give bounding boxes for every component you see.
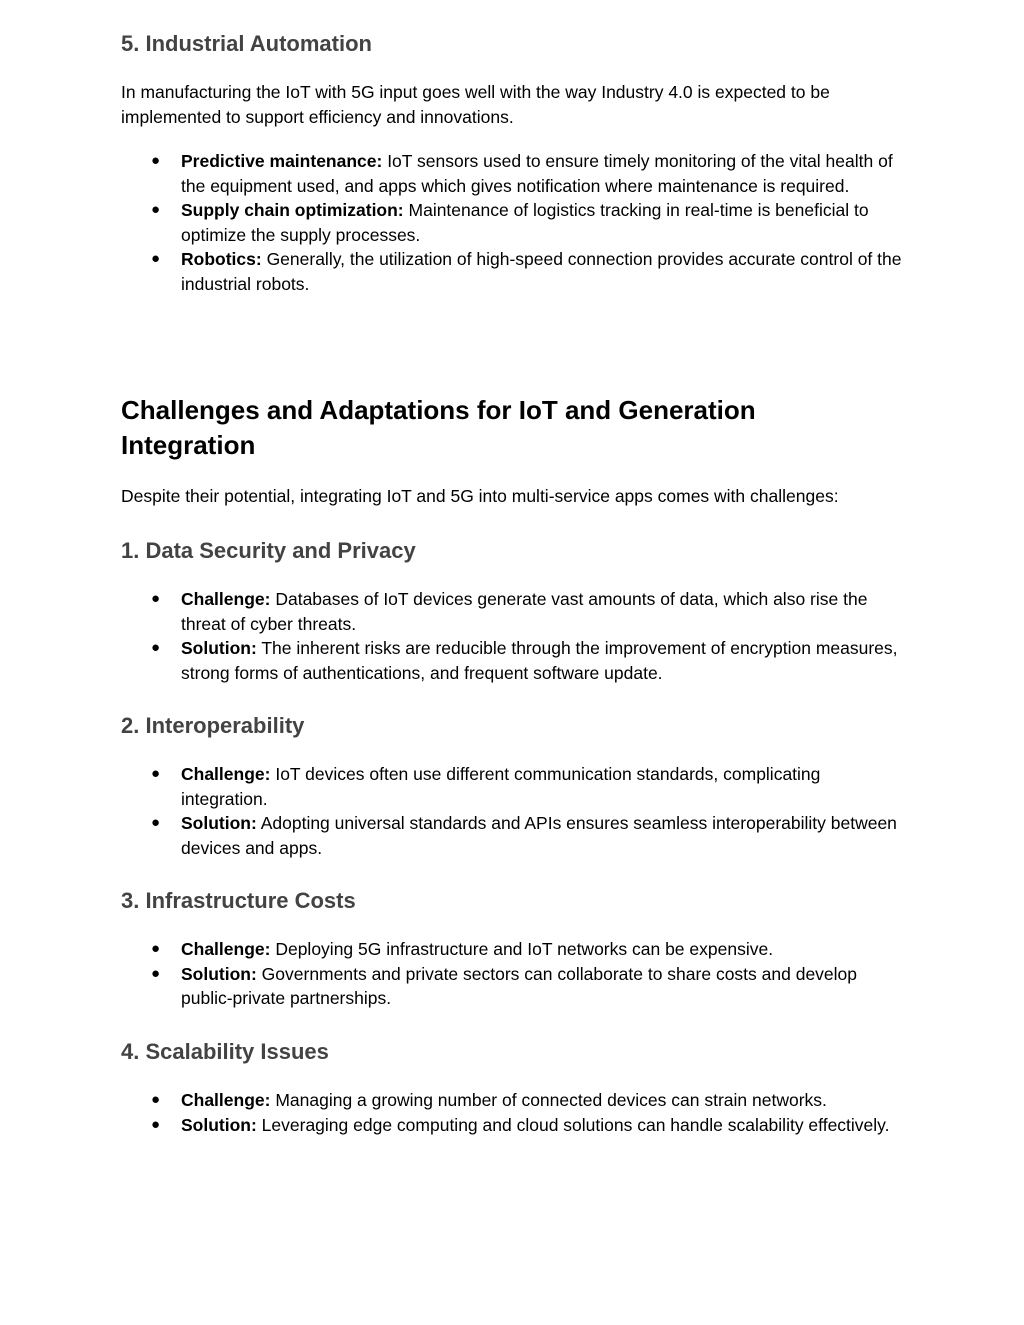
list-item-term: Predictive maintenance: <box>181 151 383 171</box>
list-item-text: Managing a growing number of connected devices can strain networks. <box>270 1090 827 1110</box>
list-item-text: Databases of IoT devices generate vast amounts of data, which also rise the threat of cyber threats. <box>181 589 868 634</box>
section-heading-scalability-issues: 4. Scalability Issues <box>121 1039 329 1064</box>
list-item-term: Solution: <box>181 963 257 984</box>
bullet-icon: ● <box>151 152 161 169</box>
list-item-text: Governments and private sectors can collaborate to share costs and develop public-private partnerships. <box>181 963 858 1008</box>
list-item <box>121 587 911 636</box>
bullet-icon: ● <box>151 765 161 782</box>
bullet-icon: ● <box>151 1115 161 1133</box>
bullet-icon: ● <box>151 201 161 218</box>
list-item <box>121 247 911 296</box>
list-item-term: Solution: <box>181 638 257 658</box>
list-item <box>121 762 911 811</box>
list-item-term: Robotics: <box>181 249 262 269</box>
list-item-term: Solution: <box>181 1114 257 1135</box>
list-item-text: Leveraging edge computing and cloud solutions can handle scalability effectively. <box>256 1114 890 1135</box>
list-item-text: IoT sensors used to ensure timely monitoring of the vital health of the equipment used, and apps which gives notification where maintenance is required. <box>181 151 893 196</box>
list-item <box>121 937 911 962</box>
security-bullet-list <box>121 587 911 685</box>
list-item <box>121 811 911 860</box>
industrial-bullet-list <box>121 149 911 296</box>
list-item-term: Challenge: <box>181 939 271 959</box>
list-item-term: Solution: <box>181 813 257 833</box>
section-heading-infrastructure-costs: 3. Infrastructure Costs <box>121 888 356 913</box>
list-item-text: The inherent risks are reducible through the improvement of encryption measures, strong forms of authentications, and frequent software update. <box>181 638 898 683</box>
list-item <box>121 1113 911 1138</box>
list-item-text: Adopting universal standards and APIs ensures seamless interoperability between devices and apps. <box>181 813 897 858</box>
list-item-term: Challenge: <box>181 589 271 609</box>
bullet-icon: ● <box>151 1091 161 1108</box>
page-title-challenges: Challenges and Adaptations for IoT and Generation Integration <box>121 395 756 460</box>
challenges-intro-paragraph: Despite their potential, integrating IoT and 5G into multi-service apps comes with challenges: <box>121 486 839 506</box>
list-item-text: IoT devices often use different communication standards, complicating integration. <box>181 764 821 809</box>
list-item-text: Generally, the utilization of high-speed connection provides accurate control of the industrial robots. <box>181 249 902 294</box>
infra-bullet-list <box>121 937 911 1011</box>
bullet-icon: ● <box>151 639 161 656</box>
list-item-term: Supply chain optimization: <box>181 200 404 220</box>
list-item <box>121 198 911 247</box>
scalability-bullet-list <box>121 1088 911 1137</box>
section-heading-interoperability: 2. Interoperability <box>121 713 305 738</box>
bullet-icon: ● <box>151 964 161 982</box>
list-item-term: Challenge: <box>181 764 271 784</box>
bullet-icon: ● <box>151 940 161 957</box>
list-item <box>121 962 911 1011</box>
section-heading-data-security: 1. Data Security and Privacy <box>121 538 416 563</box>
list-item <box>121 149 911 198</box>
list-item-text: Maintenance of logistics tracking in real-time is beneficial to optimize the supply processes. <box>181 200 869 245</box>
section-heading-industrial-automation: 5. Industrial Automation <box>121 31 372 56</box>
list-item <box>121 636 911 685</box>
interop-bullet-list <box>121 762 911 860</box>
list-item-term: Challenge: <box>181 1090 271 1110</box>
bullet-icon: ● <box>151 814 161 831</box>
list-item <box>121 1088 911 1113</box>
list-item-text: Deploying 5G infrastructure and IoT networks can be expensive. <box>270 939 774 959</box>
industrial-intro-paragraph: In manufacturing the IoT with 5G input goes well with the way Industry 4.0 is expected to be implemented to support efficiency and innovations. <box>121 82 830 127</box>
bullet-icon: ● <box>151 250 161 267</box>
bullet-icon: ● <box>151 590 161 607</box>
